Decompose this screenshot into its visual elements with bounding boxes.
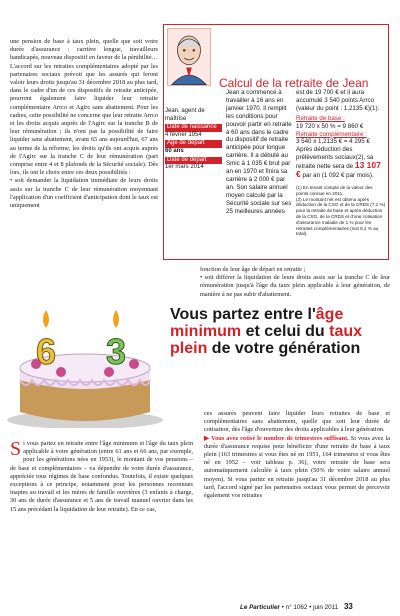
box-intro: est de 19 700 € et il aura accumulé 3 540 points Arrco (valeur du point : 1,2135 €)(1). bbox=[296, 89, 380, 112]
birth-label: Date de naissance bbox=[165, 124, 222, 132]
paragraph: i vous partez en retraite entre l'âge minimum et l'âge du taux plein applicable à votre génération (entre 61 ans et 66 ans, par exemple, pour les générations nées en 1953), le montant de vos pensions – de base et complémentaires – va dépendre de votre durée d'assurance, appréciée tous régimes de base confondus. Toutefois, il existe quelques exceptions à ce principe, notamment pour les personnes reconnues inaptes au travail et les mères de famille ouvrières (3 enfants à charge, 30 ans de durée d'assurance et 5 ans de travail manuel ouvrier dans les 15 ans précédant la liquidation de leur retraite). En ce cas, bbox=[10, 440, 193, 513]
base-calc: 19 720 x 50 % = 9 860 € bbox=[296, 122, 364, 130]
box-title: Calcul de la retraite de Jean bbox=[219, 76, 369, 90]
magazine-name: Le Particulier bbox=[240, 604, 280, 611]
article-column-2 bbox=[200, 266, 390, 299]
birth-value: 4 février 1954 bbox=[165, 131, 202, 138]
net-suffix: par an (1 092 € par mois). bbox=[302, 172, 374, 180]
comp-label: Retraite complémentaire : bbox=[296, 130, 367, 138]
box-text-col3 bbox=[296, 89, 386, 180]
net-text: Après déduction des prélèvements sociaux(2), sa retraite nette sera de bbox=[296, 146, 374, 171]
headline-part: de votre génération bbox=[207, 340, 361, 357]
profile-name: Jean, agent de maîtrise bbox=[165, 108, 205, 122]
candle-digit: 3 bbox=[105, 331, 127, 372]
bullet-item: • soit différer la liquidation de leurs droits assis sur la tranche C de leur rémunération jusqu'à l'âge du taux plein applicable à leur génération, de manière à ne pas subir d'abattement. bbox=[200, 274, 390, 298]
paragraph: Si vous avez la durée d'assurance requise pour bénéficier d'une retraite de base à taux plein (163 trimestres si vous êtes né en 1951, 164 trimestres si vous êtes né en 1952 – voir tableau p. 36), votre retraite de base sera automatiquement calculée à taux plein (50% de votre salaire annuel moyen). Si vous partez en retraite jusqu'au 31 décembre 2018 au plus tard, l'accord signé par les partenaires sociaux vous permet de percevoir également vos retraites bbox=[204, 434, 390, 500]
net-line bbox=[296, 146, 386, 180]
net-value: 13 107 € bbox=[296, 160, 381, 180]
box-text-col2: Jean a commencé à travailler à 16 ans en janvier 1970. Il remplit les conditions pour pouvoir partir en retraite à 60 ans dans le cadre du dispositif de retraite anticipée pour longue carrière. Il a débuté au Smic à 1 035 € brut par an en 1970 et finira sa carrière à 2 000 € par an. Son salaire annuel moyen calculé par la Sécurité sociale sur ses 25 meilleures années bbox=[226, 89, 292, 215]
section2-column-1 bbox=[10, 440, 193, 514]
page-number: 33 bbox=[343, 602, 353, 611]
paragraph: ces assurés peuvent faire liquider leurs retraites de base et complémentaires sans abattement, quelle que soit leur durée de cotisation, dès l'âge d'ouverture des droits applicables à leur génération. bbox=[204, 410, 390, 434]
comp-calc: 3 540 x 1,2135 € = 4 295 € bbox=[296, 138, 370, 146]
departure-value: 1er mars 2014 bbox=[165, 164, 204, 171]
portrait-illustration bbox=[167, 28, 211, 86]
paragraph: L'accord sur les retraites complémentaires adopté par les partenaires sociaux prévoit que les assurés qui feront valoir leurs droits jusqu'au 31 décembre 2018 au plus tard, dans le cadre d'un de ces dispositifs de retraite anticipée, pourront également faire liquider leur retraite complémentaire Arrco et Agirc sans abattement. Pour les cadres, cette possibilité ne concerne que leur retraite Arrco et les droits acquis auprès de l'Agirc sur la tranche B de leur rémunération ; ils n'ont pas la possibilité de faire liquider sans abattement, avant 65 ans aujourd'hui, 67 ans au terme de la réforme, les droits qu'ils ont acquis auprès de l'Agirc sur la tranche C de leur rémunération (part comprise entre 4 et 8 plafonds de la Sécurité sociale). Dès lors, ils ont le choix entre ces deux possibilités : bbox=[10, 62, 158, 177]
age-label: Âge de départ bbox=[165, 140, 222, 148]
subheading: ▶ Vous avez cotisé le nombre de trimestres suffisant. bbox=[204, 434, 349, 442]
paragraph: une pension de base à taux plein, quelle que soit votre durée d'assurance : carrière longue, travailleurs handicapés, nouveau dispositif en faveur de la pénibilité… bbox=[10, 38, 158, 62]
paragraph: fonction de leur âge de départ en retraite ; bbox=[200, 266, 306, 273]
age-value: 60 ans bbox=[165, 147, 184, 154]
issue-info: • n° 1062 • juin 2011 bbox=[281, 604, 339, 611]
footnote-2: (2) Le montant net est obtenu après déduction de la CSG et de la CRDS (7,1 %) pour la retraite de base et après déduction de la CSG, de la CRDS et d'une cotisation d'assurance maladie de 1 % pour les retraites complémentaires (soit 8,1 % au total). bbox=[296, 196, 386, 237]
birthday-cake-illustration bbox=[6, 308, 164, 428]
footnote-1: (1) En tenant compte de la valeur des points connue en 2011. bbox=[296, 185, 373, 196]
headline-part: Vous partez entre l' bbox=[170, 306, 316, 323]
departure-label: Date de départ bbox=[165, 157, 222, 165]
base-label: Retraite de base : bbox=[296, 114, 345, 122]
headline-part: et celui du bbox=[241, 323, 330, 340]
page-footer bbox=[240, 602, 353, 611]
box-footnotes bbox=[296, 185, 386, 237]
bullet-item: • soit demander la liquidation immédiate de leurs droits assis sur la tranche C de leur rémunération moyennant l'application d'un coefficient d'anticipation dont le taux est uniquement bbox=[10, 177, 158, 210]
section2-column-2 bbox=[204, 410, 390, 500]
profile-caption bbox=[165, 108, 222, 172]
article-column-1 bbox=[10, 38, 158, 210]
headline-emphasis: âge minimum bbox=[170, 306, 344, 340]
drop-cap: S bbox=[10, 438, 22, 460]
section-headline bbox=[170, 306, 395, 357]
headline-emphasis: taux plein bbox=[170, 323, 363, 357]
candle-digit: 6 bbox=[35, 331, 57, 372]
